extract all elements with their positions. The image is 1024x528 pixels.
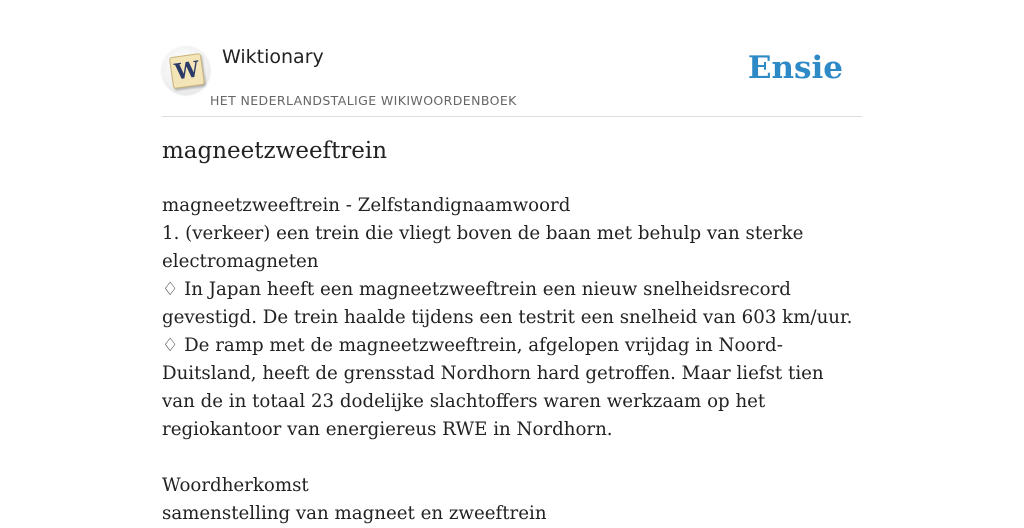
site-name[interactable]: Wiktionary [222, 46, 324, 68]
entry-definition: 1. (verkeer) een trein die vliegt boven de baan met behulp van sterke electromagneten [162, 223, 804, 272]
site-tagline: HET NEDERLANDSTALIGE WIKIWOORDENBOEK [210, 93, 517, 108]
spacer [162, 444, 862, 472]
entry-heading-line: magneetzweeftrein - Zelfstandignaamwoord [162, 195, 571, 216]
entry-example-1: ♢ In Japan heeft een magneetzweeftrein een nieuw snelheidsrecord gevestigd. De trein haalde tijdens een testrit een snelheid van 603 km/uur. [162, 279, 853, 328]
entry-example-2: ♢ De ramp met de magneetzweeftrein, afgelopen vrijdag in Noord-Duitsland, heeft de grensstad Nordhorn hard getroffen. Maar liefst tien van de in totaal 23 dodelijke slachtoffers waren werkzaam op het regiokantoor van energiereus RWE in Nordhorn. [162, 335, 824, 440]
page-title: magneetzweeftrein [162, 138, 388, 164]
ensie-logo-link[interactable]: Ensie [747, 50, 843, 86]
wiktionary-logo-icon[interactable] [162, 46, 210, 94]
etymology-text: samenstelling van magneet en zweeftrein [162, 503, 547, 524]
logo-tile: W [169, 53, 205, 89]
site-header [162, 40, 862, 117]
entry-body [162, 192, 862, 528]
etymology-heading: Woordherkomst [162, 475, 309, 496]
